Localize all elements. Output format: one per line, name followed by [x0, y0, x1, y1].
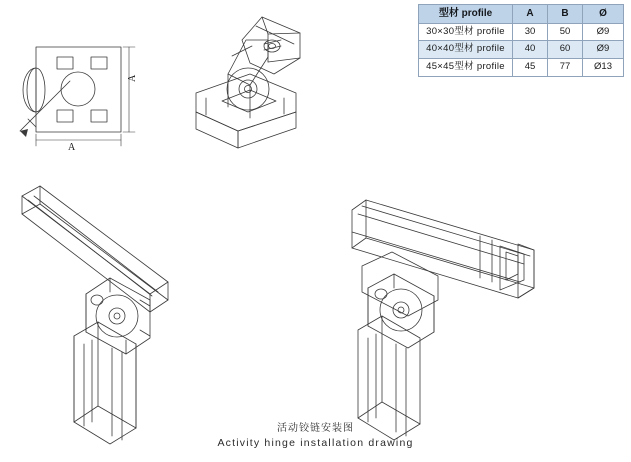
dimension-label-a-right: A	[127, 74, 138, 82]
header-b: B	[548, 5, 583, 24]
caption-chinese: 活动铰链安装图	[277, 423, 354, 434]
cell-a: 40	[513, 41, 548, 59]
cell-a: 45	[513, 59, 548, 77]
table-row	[419, 59, 624, 77]
cell-b: 50	[548, 23, 583, 41]
profile-spec-table	[418, 4, 624, 77]
dimension-label-a-bottom: A	[68, 142, 76, 153]
isometric-hinge-detail	[196, 17, 300, 148]
cell-diameter: Ø9	[583, 23, 624, 41]
dimension-lines	[36, 47, 135, 146]
header-diameter: Ø	[583, 5, 624, 24]
assembly-right-view	[352, 200, 534, 440]
cell-profile: 40×40型材 profile	[419, 41, 513, 59]
table-row	[419, 41, 624, 59]
cell-b: 60	[548, 41, 583, 59]
cell-profile: 45×45型材 profile	[419, 59, 513, 77]
cell-diameter: Ø13	[583, 59, 624, 77]
table-header-row	[419, 5, 624, 24]
header-profile: 型材 profile	[419, 5, 513, 24]
cell-profile: 30×30型材 profile	[419, 23, 513, 41]
cell-a: 30	[513, 23, 548, 41]
table-row	[419, 23, 624, 41]
cell-b: 77	[548, 59, 583, 77]
assembly-left-view	[22, 186, 168, 444]
caption-english: Activity hinge installation drawing	[217, 437, 414, 449]
header-a: A	[513, 5, 548, 24]
front-view-plate	[20, 47, 121, 137]
cell-diameter: Ø9	[583, 41, 624, 59]
